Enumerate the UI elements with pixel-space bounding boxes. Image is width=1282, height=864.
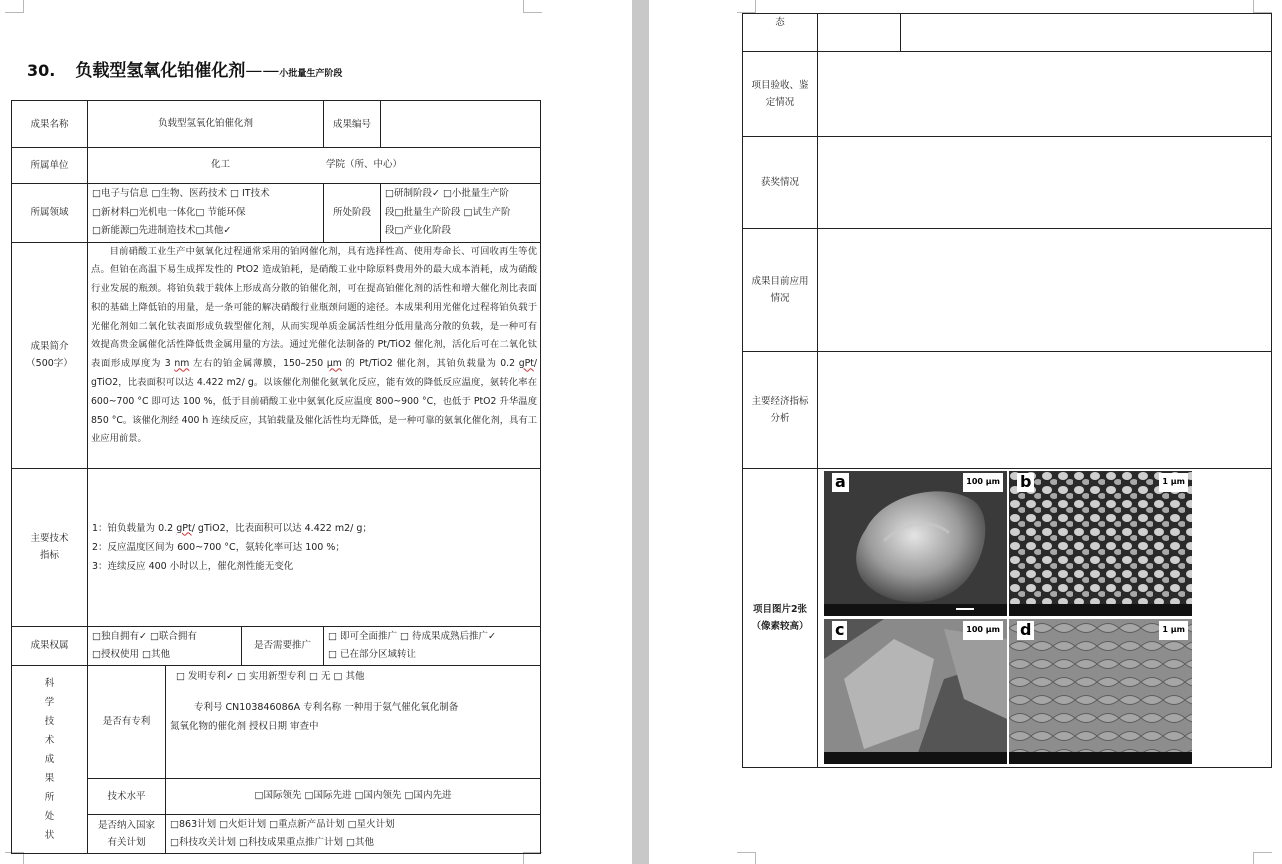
sem-image-d bbox=[1009, 619, 1192, 764]
intro-label-line: 成果简介 bbox=[30, 341, 69, 352]
tech-label-line: 主要技术 bbox=[30, 533, 69, 544]
sci-char: 科 bbox=[44, 677, 55, 689]
tech-spec-1 bbox=[92, 519, 536, 538]
patent-label: 是否有专利 bbox=[88, 665, 166, 778]
intro-part: nm bbox=[174, 358, 190, 370]
image-letter: d bbox=[1017, 621, 1034, 640]
unit-value: 化工 bbox=[211, 159, 231, 171]
tech-label-line: 指标 bbox=[39, 550, 59, 561]
crop-mark bbox=[523, 852, 542, 864]
image-letter: c bbox=[832, 621, 847, 640]
field-line: □新能源□先进制造技术□其他✓ bbox=[92, 225, 232, 236]
sci-char: 状 bbox=[44, 829, 55, 841]
unit-label: 所属单位 bbox=[12, 148, 88, 184]
intro-part: / gTiO2，比表面积可以达 4.422 m2/ g。以该催化剂催化氨氧化反应，能有效的降低反应温度，氨转化率在 600~700 °C 即可达 100 %，低于目前硝酸工业中氨氧化反应温度 800~900 °C，也低于 PtO2 升华温度 850 °C。该催化剂经 400 h 连续反应，其铂载量及催化活性均无降低，是一种可靠的氨氧化催化剂，具有工业应用前景。 bbox=[91, 358, 537, 445]
app-label: 成果目前应用情况 bbox=[743, 229, 818, 352]
intro-part: 目前硝酸工业生产中氨氧化过程通常采用的铂网催化剂，具有选择性高、使用寿命长、可回收再生等优点。但铂在高温下易生成挥发性的 PtO2 造成铂耗，是硝酸工业中除原料费用外的最大成本消耗，成为硝酸行业发展的瓶颈。将铂负载于载体上形成高分散的铂催化剂，可在提高铂催化剂的活性和增大催化剂比表面积的基础上降低铂的用量，是一条可能的解决硝酸行业瓶颈问题的途径。本成果利用光催化过程将铂负载于光催化剂如二氧化钛表面形成负载型催化剂，从而实现单质金属活性组分低用量高分散的负载，是一种可有效提高贵金属催化活性降低贵金属用量的方法。通过光催化法制备的 Pt/TiO2 催化剂，活化后可在二氧化钛表面形成厚度为 3 bbox=[91, 245, 537, 370]
intro-label-line: （500字） bbox=[26, 358, 73, 369]
code-label: 成果编号 bbox=[324, 101, 381, 148]
image-cell bbox=[818, 469, 1272, 768]
plan-line: □科技攻关计划 □科技成果重点推广计划 □其他 bbox=[170, 836, 374, 848]
sci-char: 术 bbox=[44, 734, 55, 746]
sem-image-c bbox=[824, 619, 1007, 764]
achievement-form-table bbox=[11, 100, 541, 854]
stage-options bbox=[381, 184, 541, 243]
image-scale: 1 µm bbox=[1159, 621, 1188, 640]
image-label-line: （像素较高） bbox=[751, 621, 809, 632]
tech-part: gPt bbox=[176, 522, 192, 534]
plan-label bbox=[88, 814, 166, 853]
sci-char: 成 bbox=[44, 753, 55, 765]
sci-char: 学 bbox=[44, 696, 55, 708]
intro-text bbox=[88, 242, 541, 468]
intro-label bbox=[12, 242, 88, 468]
patent-line: 氮氧化物的催化剂 授权日期 审查中 bbox=[170, 720, 319, 732]
rights-options bbox=[88, 626, 242, 665]
tech-specs bbox=[88, 468, 541, 626]
stage-line: □研制阶段✓ □小批量生产阶 bbox=[385, 188, 509, 199]
tech-part: 1：铂负载量为 0.2 bbox=[92, 522, 177, 534]
image-label-line: 项目图片2张 bbox=[752, 604, 808, 615]
field-line: □电子与信息 □生物、医药技术 □ IT技术 bbox=[92, 188, 270, 199]
state-cell bbox=[818, 14, 901, 52]
crop-mark bbox=[523, 0, 542, 13]
crop-mark bbox=[737, 0, 756, 13]
section-title bbox=[27, 56, 342, 81]
sci-char: 所 bbox=[44, 791, 55, 803]
plan-label-line: 有关计划 bbox=[107, 836, 146, 848]
state-label: 态 bbox=[743, 14, 818, 52]
title-stage: 小批量生产阶段 bbox=[279, 69, 343, 79]
title-main: 负载型氢氧化铂催化剂 bbox=[75, 61, 246, 81]
patent-line: 专利号 CN103846086A 专利名称 一种用于氨气催化氧化制备 bbox=[194, 701, 459, 713]
crop-mark bbox=[5, 852, 24, 864]
stage-label: 所处阶段 bbox=[324, 184, 381, 243]
field-options bbox=[88, 184, 324, 243]
sci-char: 处 bbox=[44, 810, 55, 822]
sem-image-a bbox=[824, 471, 1007, 616]
plan-options bbox=[166, 814, 541, 853]
tech-part: / gTiO2，比表面积可以达 4.422 m2/ g； bbox=[191, 522, 372, 534]
award-value bbox=[818, 137, 1272, 229]
promo-options bbox=[324, 626, 541, 665]
sem-image-b bbox=[1009, 471, 1192, 616]
app-value bbox=[818, 229, 1272, 352]
state-cell-2 bbox=[901, 14, 1272, 52]
name-value: 负载型氢氧化铂催化剂 bbox=[88, 101, 324, 148]
rights-label: 成果权属 bbox=[12, 626, 88, 665]
level-options: □国际领先 □国际先进 □国内领先 □国内先进 bbox=[166, 778, 541, 814]
achievement-form-table-cont bbox=[742, 13, 1272, 768]
intro-part: 的 Pt/TiO2 催化剂，其铂负载量为 0.2 bbox=[341, 358, 519, 370]
image-scale: 100 µm bbox=[963, 621, 1003, 640]
field-label: 所属领域 bbox=[12, 184, 88, 243]
patent-line: □ 发明专利✓ □ 实用新型专利 □ 无 □ 其他 bbox=[176, 670, 365, 682]
intro-part: gPt bbox=[518, 358, 534, 370]
crop-mark bbox=[1253, 852, 1272, 864]
unit-cell bbox=[88, 148, 541, 184]
rights-line: □独自拥有✓ □联合拥有 bbox=[92, 630, 197, 642]
tech-spec-2: 2：反应温度区间为 600~700 °C，氨转化率可达 100 %； bbox=[92, 541, 345, 553]
crop-mark bbox=[737, 852, 756, 864]
stage-line: 段□批量生产阶段 □试生产阶 bbox=[385, 206, 511, 218]
stage-line: 段□产业化阶段 bbox=[385, 225, 451, 236]
level-label: 技术水平 bbox=[88, 778, 166, 814]
sem-image-grid bbox=[824, 471, 1271, 764]
crop-mark bbox=[1253, 0, 1272, 13]
rights-line: □授权使用 □其他 bbox=[92, 648, 170, 660]
tech-label bbox=[12, 468, 88, 626]
section-number: 30. bbox=[27, 61, 56, 80]
page-gap bbox=[632, 0, 649, 864]
plan-label-line: 是否纳入国家 bbox=[97, 819, 155, 831]
sci-char: 技 bbox=[44, 715, 55, 727]
promo-line: □ 即可全面推广 □ 待成果成熟后推广✓ bbox=[328, 630, 496, 642]
name-label: 成果名称 bbox=[12, 101, 88, 148]
award-label: 获奖情况 bbox=[743, 137, 818, 229]
document-page-1 bbox=[0, 0, 546, 864]
intro-part: 左右的铂金属薄膜，150–250 bbox=[189, 358, 327, 370]
code-value bbox=[381, 101, 541, 148]
econ-value bbox=[818, 352, 1272, 469]
sci-char: 果 bbox=[44, 772, 55, 784]
intro-part: μm bbox=[326, 358, 342, 370]
image-letter: b bbox=[1017, 473, 1034, 492]
promo-label: 是否需要推广 bbox=[242, 626, 324, 665]
tech-spec-3: 3：连续反应 400 小时以上，催化剂性能无变化 bbox=[92, 560, 294, 572]
crop-mark bbox=[5, 0, 24, 13]
plan-line: □863计划 □火炬计划 □重点新产品计划 □星火计划 bbox=[170, 818, 395, 830]
accept-value bbox=[818, 52, 1272, 137]
image-scale: 1 µm bbox=[1159, 473, 1188, 492]
image-scale: 100 µm bbox=[963, 473, 1003, 492]
image-label bbox=[743, 469, 818, 768]
image-letter: a bbox=[832, 473, 849, 492]
sci-status-label bbox=[12, 665, 88, 853]
econ-label: 主要经济指标分析 bbox=[743, 352, 818, 469]
patent-info bbox=[166, 665, 541, 778]
accept-label: 项目验收、鉴定情况 bbox=[743, 52, 818, 137]
title-dash: —— bbox=[245, 61, 280, 81]
field-line: □新材料□光机电一体化□ 节能环保 bbox=[92, 206, 246, 218]
promo-line: □ 已在部分区域转让 bbox=[328, 648, 416, 660]
unit-suffix: 学院（所、中心） bbox=[326, 159, 403, 171]
